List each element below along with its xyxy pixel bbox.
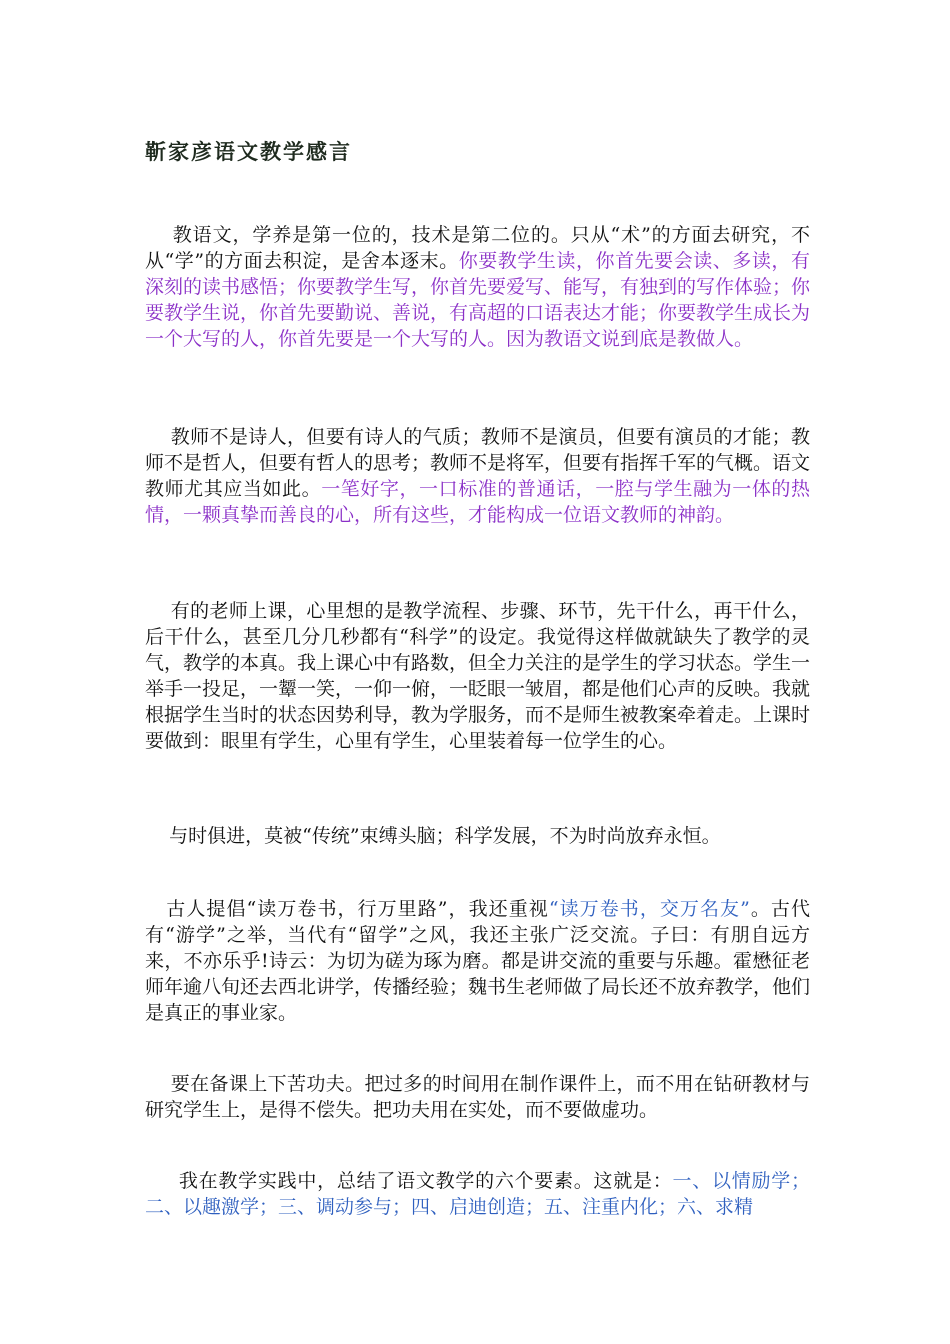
paragraph-highlight-text: “读万卷书，交万名友” [548, 898, 750, 920]
paragraph-indent [145, 825, 169, 847]
paragraph-6 [145, 1071, 810, 1123]
paragraph-indent [145, 224, 173, 246]
paragraph-text: 古人提倡“读万卷书，行万里路”，我还重视 [166, 898, 549, 920]
paragraph-indent [145, 426, 171, 448]
paragraph-4 [145, 823, 810, 849]
paragraph-text: 教师不是诗人，但要有诗人的气质；教师不是演员，但要有演员的才能；教师不是哲人，但要有哲人的思考；教师不是将军，但要有指挥千军的气概。语文教师尤其应当如此。 [145, 426, 811, 500]
paragraph-text: 要在备课上下苦功夫。把过多的时间用在制作课件上，而不用在钻研教材与研究学生上，是得不偿失。把功夫用在实处，而不要做虚功。 [145, 1073, 810, 1121]
paragraph-indent [145, 1170, 179, 1192]
paragraph-1 [145, 222, 810, 352]
paragraph-7 [145, 1168, 810, 1220]
paragraph-text: 。古代有“游学”之举，当代有“留学”之风，我还主张广泛交流。子曰：有朋自远方来，不亦乐乎!诗云：为切为磋为琢为磨。都是讲交流的重要与乐趣。霍懋征老师年逾八旬还去西北讲学，传播经验；魏书生老师做了局长还不放弃教学，他们是真正的事业家。 [145, 898, 811, 1024]
paragraph-text: 有的老师上课，心里想的是教学流程、步骤、环节，先干什么，再干什么，后干什么，甚至几分几秒都有“科学”的设定。我觉得这样做就缺失了教学的灵气，教学的本真。我上课心中有路数，但全力关注的是学生的学习状态。学生一举手一投足，一颦一笑，一仰一俯，一眨眼一皱眉，都是他们心声的反映。我就根据学生当时的状态因势利导，教为学服务，而不是师生被教案牵着走。上课时要做到：眼里有学生，心里有学生，心里装着每一位学生的心。 [145, 600, 811, 752]
paragraph-5 [145, 896, 810, 1026]
paragraph-2 [145, 424, 810, 528]
paragraph-highlight-text: 你要教学生读，你首先要会读、多读，有深刻的读书感悟；你要教学生写，你首先要爱写、能写，有独到的写作体验；你要教学生说，你首先要勤说、善说，有高超的口语表达才能；你要教学生成长为一个大写的人，你首先要是一个大写的人。因为教语文说到底是教做人。 [145, 250, 811, 350]
paragraph-indent [145, 600, 171, 622]
paragraph-text: 我在教学实践中，总结了语文教学的六个要素。这就是： [178, 1170, 673, 1192]
paragraph-text: 教语文，学养是第一位的，技术是第二位的。只从“术”的方面去研究，不从“学”的方面去积淀，是舍本逐末。 [145, 224, 810, 272]
paragraph-highlight-text: 一笔好字，一口标准的普通话，一腔与学生融为一体的热情，一颗真挚而善良的心，所有这些，才能构成一位语文教师的神韵。 [145, 478, 810, 526]
document-title: 靳家彦语文教学感言 [145, 139, 352, 164]
paragraph-highlight-text: 一、以情励学；二、以趣激学；三、调动参与；四、启迪创造；五、注重内化；六、求精 [145, 1170, 810, 1218]
paragraph-text: 与时俱进，莫被“传统”束缚头脑；科学发展，不为时尚放弃永恒。 [169, 825, 721, 847]
paragraph-3 [145, 598, 810, 754]
paragraph-indent [145, 1073, 171, 1095]
paragraph-indent [145, 898, 166, 920]
